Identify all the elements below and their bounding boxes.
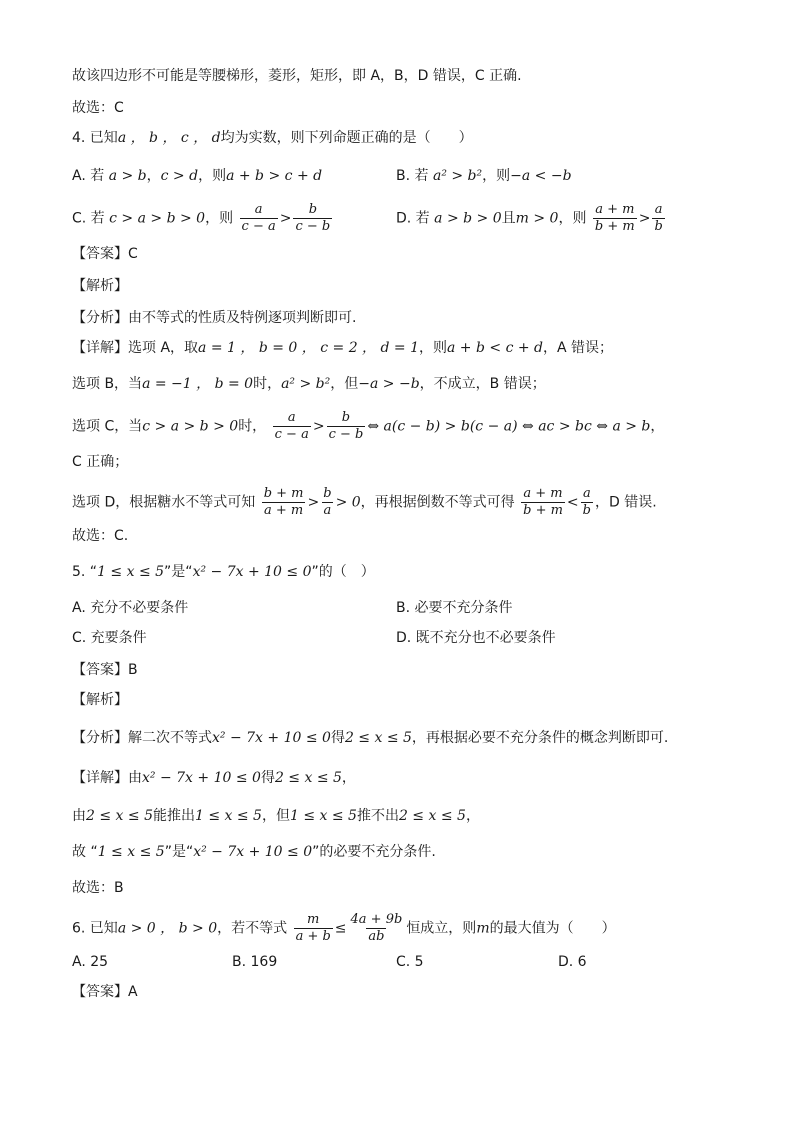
q6-option-c: C. 5: [396, 954, 424, 970]
answer-label: 【答案】A: [72, 984, 138, 1000]
detail-text: C 正确；: [72, 454, 129, 470]
text-line: 故该四边形不可能是等腰梯形，菱形，矩形，即 A，B，D 错误，C 正确.: [72, 68, 522, 84]
q4-option-a: A. 若 a > b，c > d，则a + b > c + d: [72, 168, 323, 184]
select-text: 故选：B: [72, 880, 124, 896]
detail-text: 由2 ≤ x ≤ 5能推出1 ≤ x ≤ 5，但1 ≤ x ≤ 5推不出2 ≤ x ≤ 5，: [72, 808, 480, 824]
detail-text: 【详解】由x² − 7x + 10 ≤ 0得2 ≤ x ≤ 5，: [72, 770, 356, 786]
q6-option-a: A. 25: [72, 954, 109, 970]
analysis-label: 【解析】: [72, 692, 128, 708]
q4-option-b: B. 若 a² > b²，则−a < −b: [396, 168, 572, 184]
answer-label: 【答案】B: [72, 662, 138, 678]
question-6-stem: 6. 已知a > 0 ， b > 0，若不等式 $\frac{m}{a + b}$ ≤ $\frac{4a + 9b}{ab}$ 恒成立，则m的最大值为（ ）: [72, 912, 616, 944]
select-text: 故选：C.: [72, 528, 129, 544]
q6-option-d: D. 6: [558, 954, 587, 970]
q5-option-d: D. 既不充分也不必要条件: [396, 630, 556, 646]
answer-label: 【答案】C: [72, 246, 138, 262]
analysis-label: 【解析】: [72, 278, 128, 294]
q5-option-a: A. 充分不必要条件: [72, 600, 189, 616]
text-line: 故选：C: [72, 100, 124, 116]
question-5-stem: 5. “1 ≤ x ≤ 5”是“x² − 7x + 10 ≤ 0”的（ ）: [72, 564, 375, 580]
q6-option-b: B. 169: [232, 954, 278, 970]
question-4-stem: 4. 已知a ， b ， c ， d均为实数，则下列命题正确的是（ ）: [72, 130, 473, 146]
q5-option-b: B. 必要不充分条件: [396, 600, 513, 616]
q5-option-c: C. 充要条件: [72, 630, 147, 646]
detail-text: 选项 B，当a = −1 ， b = 0时，a² > b²，但−a > −b，不成立，B 错误；: [72, 376, 546, 392]
analysis-text: 【分析】解二次不等式x² − 7x + 10 ≤ 0得2 ≤ x ≤ 5，再根据必要不充分条件的概念判断即可.: [72, 730, 669, 746]
detail-text: 选项 D，根据糖水不等式可知 $\frac{b + m}{a + m}$ > $\frac{b}{a}$ > 0，再根据倒数不等式可得 $\frac{a + m}{b + m}$ < $\frac{a}{b}$ ，D 错误.: [72, 486, 657, 518]
q4-option-c: C. 若 c > a > b > 0，则 $\frac{a}{c - a}$ > $\frac{b}{c - b}$: [72, 202, 331, 234]
detail-text: 故 “1 ≤ x ≤ 5”是“x² − 7x + 10 ≤ 0”的必要不充分条件.: [72, 844, 436, 860]
detail-text: 【详解】选项 A，取a = 1 ， b = 0 ， c = 2 ， d = 1，则a + b < c + d，A 错误；: [72, 340, 614, 356]
analysis-text: 【分析】由不等式的性质及特例逐项判断即可.: [72, 310, 357, 326]
detail-text: 选项 C，当c > a > b > 0时， $\frac{a}{c - a}$ > $\frac{b}{c - b}$ ⇔ a(c − b) > b(c − a) ⇔ ac > bc ⇔ a > b，: [72, 410, 665, 442]
q4-option-d: D. 若 a > b > 0且m > 0，则 $\frac{a + m}{b + m}$ > $\frac{a}{b}$: [396, 202, 663, 234]
